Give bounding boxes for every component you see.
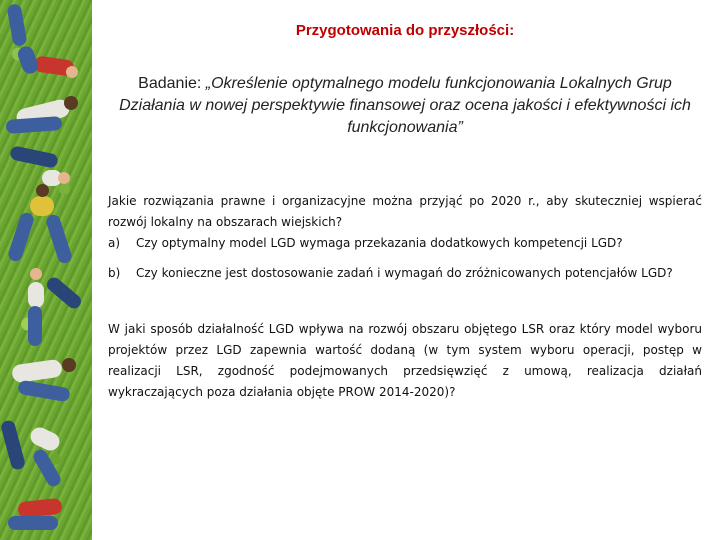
list-item-label: a)	[108, 236, 121, 250]
list-item-label: b)	[108, 266, 121, 280]
list-item-text: Czy optymalny model LGD wymaga przekazania dodatkowych kompetencji LGD?	[136, 236, 623, 250]
subtitle-lead: Badanie:	[138, 75, 206, 92]
person-figure	[9, 145, 59, 169]
person-figure	[11, 359, 63, 384]
list-item	[108, 233, 702, 254]
body-text	[108, 191, 702, 403]
intro-question: Jakie rozwiązania prawne i organizacyjne można przyjąć po 2020 r., aby skuteczniej wspierać rozwój lokalny na obszarach wiejskich?	[108, 194, 702, 229]
slide-content	[108, 0, 702, 540]
closing-question: W jaki sposób działalność LGD wpływa na rozwój obszaru objętego LSR oraz który model wyboru projektów przez LGD zapewnia wartość dodaną (w tym system wyboru operacji, postęp w realizacji LSR, zgodność podejmowanych przedsięwzięć z umową, realizacja działań wykraczających poza działania objęte PROW 2014-2020)?	[108, 322, 702, 399]
person-figure	[28, 282, 44, 308]
list-item-text: Czy konieczne jest dostosowanie zadań i wymagań do zróżnicowanych potencjałów LGD?	[136, 266, 673, 280]
person-figure	[6, 3, 27, 47]
list-item	[108, 263, 702, 284]
person-figure	[0, 419, 26, 471]
subtitle-study-name: „Określenie optymalnego modelu funkcjonowania Lokalnych Grup Działania w nowej perspektywie finansowej oraz ocena jakości i efektywności ich funkcjonowania”	[119, 75, 691, 136]
study-subtitle	[108, 73, 702, 139]
slide-title: Przygotowania do przyszłości:	[295, 22, 515, 39]
person-figure	[30, 196, 54, 216]
decorative-grass-strip	[0, 0, 92, 540]
